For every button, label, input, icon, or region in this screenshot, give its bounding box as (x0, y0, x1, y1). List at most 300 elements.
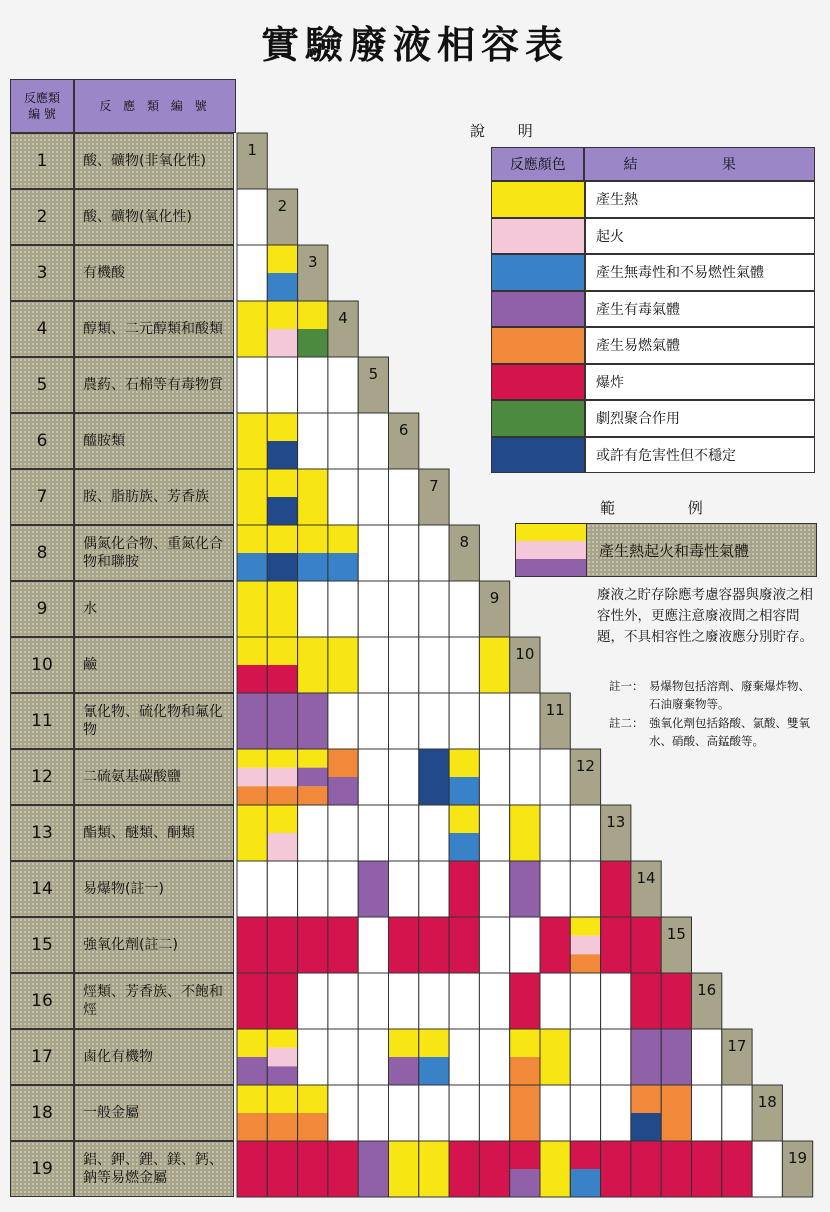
matrix-cell-band (661, 1141, 691, 1197)
matrix-cell-band (601, 917, 631, 973)
category-name: 氰化物、硫化物和氟化物 (74, 693, 234, 749)
matrix-cell-band (267, 768, 297, 787)
matrix-cell-band (298, 1141, 328, 1197)
legend-header (491, 147, 815, 181)
matrix-cell (328, 469, 358, 525)
matrix-cell (298, 581, 328, 637)
legend-item (491, 218, 815, 255)
matrix-cell (358, 1029, 388, 1085)
matrix-cell-band (449, 833, 479, 861)
matrix-cell-band (267, 1085, 297, 1113)
matrix-cell (540, 749, 570, 805)
footnote-label: 註二： (609, 716, 644, 730)
category-name: 醇類、二元醇類和酸類 (74, 301, 234, 357)
matrix-cell (328, 581, 358, 637)
matrix-cell-band (267, 413, 297, 441)
category-name: 一般金屬 (74, 1085, 234, 1141)
legend-swatch (491, 437, 585, 474)
matrix-cell-band (267, 581, 297, 637)
matrix-cell (479, 973, 509, 1029)
matrix-cell-band (267, 469, 297, 497)
footnote-label: 註一： (609, 679, 644, 693)
category-number: 10 (10, 637, 74, 693)
matrix-cell (389, 861, 419, 917)
matrix-cell-band (237, 1113, 267, 1141)
matrix-cell-band (570, 954, 600, 973)
matrix-cell-band (298, 637, 328, 693)
legend-text: 劇烈聚合作用 (585, 400, 815, 437)
matrix-cell-band (237, 469, 267, 525)
matrix-cell (328, 861, 358, 917)
category-number: 1 (10, 133, 74, 189)
matrix-cell (570, 973, 600, 1029)
matrix-cell (328, 1029, 358, 1085)
matrix-cell (570, 1029, 600, 1085)
matrix-cell (479, 693, 509, 749)
diagonal-number: 4 (338, 309, 348, 327)
matrix-cell (419, 637, 449, 693)
matrix-cell (570, 805, 600, 861)
category-name: 酸、礦物(非氧化性) (74, 133, 234, 189)
category-name: 鋁、鉀、鋰、鎂、鈣、鈉等易燃金屬 (74, 1141, 234, 1197)
matrix-cell-band (631, 1085, 661, 1113)
matrix-cell-band (449, 805, 479, 833)
matrix-cell (389, 637, 419, 693)
matrix-cell (358, 469, 388, 525)
matrix-cell-band (661, 1029, 691, 1085)
legend-table (491, 147, 815, 473)
matrix-cell-band (237, 581, 267, 637)
matrix-cell-band (298, 693, 328, 749)
matrix-cell (601, 973, 631, 1029)
legend-text: 起火 (585, 218, 815, 255)
example-text: 產生熱起火和毒性氣體 (587, 524, 816, 576)
legend-title: 說 明 (470, 122, 547, 140)
matrix-cell-band (510, 1085, 540, 1141)
matrix-cell (479, 1085, 509, 1141)
matrix-cell (419, 693, 449, 749)
matrix-cell-band (540, 917, 570, 973)
matrix-cell-band (237, 917, 267, 973)
category-name: 農葯、石棉等有毒物質 (74, 357, 234, 413)
category-name: 偶氮化合物、重氮化合物和聯胺 (74, 525, 234, 581)
diagonal-number: 6 (398, 421, 409, 439)
diagonal-number: 8 (459, 533, 470, 551)
diagonal-number: 19 (788, 1149, 808, 1167)
matrix-cell (692, 1085, 722, 1141)
category-name: 水 (74, 581, 234, 637)
matrix-cell (449, 1085, 479, 1141)
matrix-cell-band (267, 917, 297, 973)
example-swatch-band (516, 559, 586, 576)
legend-item (491, 327, 815, 364)
matrix-cell (449, 693, 479, 749)
matrix-cell (389, 749, 419, 805)
example-box (515, 523, 817, 577)
matrix-cell-band (237, 693, 267, 749)
matrix-cell-band (419, 1057, 449, 1085)
matrix-cell (358, 917, 388, 973)
legend-swatch (491, 181, 585, 218)
matrix-cell-band (267, 833, 297, 861)
category-name: 強氧化劑(註二) (74, 917, 234, 973)
matrix-cell-band (692, 1141, 722, 1197)
diagonal-number: 15 (666, 925, 686, 943)
matrix-cell (479, 917, 509, 973)
legend-text: 產生有毒氣體 (585, 291, 815, 328)
diagonal-number: 18 (757, 1093, 777, 1111)
footnote-2 (609, 714, 811, 750)
category-name: 易爆物(註一) (74, 861, 234, 917)
matrix-cell (540, 973, 570, 1029)
matrix-cell (328, 357, 358, 413)
matrix-cell-band (358, 1141, 388, 1197)
matrix-cell-band (419, 1029, 449, 1057)
legend-item (491, 291, 815, 328)
matrix-cell-band (267, 497, 297, 525)
category-number: 19 (10, 1141, 74, 1197)
matrix-cell (722, 1085, 752, 1141)
legend-item (491, 364, 815, 401)
footnote-text: 強氧化劑包括鉻酸、氯酸、雙氧水、硝酸、高錳酸等。 (649, 716, 810, 748)
legend-item (491, 181, 815, 218)
matrix-cell-band (237, 1141, 267, 1197)
legend-swatch (491, 400, 585, 437)
matrix-cell (358, 637, 388, 693)
matrix-cell-band (267, 749, 297, 768)
legend-header-result: 結 果 (584, 147, 815, 181)
matrix-cell (298, 413, 328, 469)
matrix-cell (570, 1085, 600, 1141)
matrix-cell (358, 749, 388, 805)
matrix-cell-band (267, 553, 297, 581)
matrix-cell (358, 805, 388, 861)
matrix-cell-band (328, 777, 358, 805)
matrix-cell (389, 1085, 419, 1141)
matrix-cell-band (601, 861, 631, 917)
matrix-cell-band (237, 973, 267, 1029)
matrix-cell-band (298, 786, 328, 805)
matrix-cell (267, 861, 297, 917)
matrix-cell-band (237, 768, 267, 787)
diagonal-number: 10 (515, 645, 535, 663)
category-name: 鹼 (74, 637, 234, 693)
header-code: 反應類 編 號 (10, 79, 74, 133)
matrix-cell (358, 693, 388, 749)
matrix-cell-band (298, 1113, 328, 1141)
matrix-cell (237, 861, 267, 917)
matrix-cell-band (510, 805, 540, 861)
category-name: 有機酸 (74, 245, 234, 301)
legend-swatch (491, 254, 585, 291)
category-number: 12 (10, 749, 74, 805)
matrix-cell (449, 973, 479, 1029)
matrix-cell-band (267, 245, 297, 273)
category-number: 2 (10, 189, 74, 245)
matrix-cell-band (267, 441, 297, 469)
category-name: 醯胺類 (74, 413, 234, 469)
matrix-cell-band (358, 861, 388, 917)
matrix-cell (298, 1029, 328, 1085)
matrix-cell-band (298, 917, 328, 973)
matrix-cell (358, 973, 388, 1029)
legend-header-color: 反應顏色 (491, 147, 584, 181)
matrix-cell-band (267, 637, 297, 665)
matrix-cell-band (510, 1029, 540, 1057)
matrix-cell-band (479, 637, 509, 693)
matrix-cell-band (449, 749, 479, 777)
matrix-cell-band (237, 1085, 267, 1113)
matrix-cell (328, 413, 358, 469)
matrix-cell-band (510, 861, 540, 917)
diagonal-number: 16 (697, 981, 717, 999)
matrix-cell (419, 1085, 449, 1141)
matrix-cell-band (237, 786, 267, 805)
matrix-cell-band (237, 749, 267, 768)
category-number: 9 (10, 581, 74, 637)
matrix-cell-band (510, 1057, 540, 1085)
matrix-cell (510, 917, 540, 973)
matrix-cell (752, 1141, 782, 1197)
matrix-cell (389, 693, 419, 749)
matrix-cell-band (631, 917, 661, 973)
matrix-cell-band (298, 1085, 328, 1113)
matrix-cell-band (722, 1141, 752, 1197)
matrix-cell-band (601, 1141, 631, 1197)
matrix-cell (389, 469, 419, 525)
diagonal-number: 9 (489, 589, 500, 607)
category-number: 11 (10, 693, 74, 749)
matrix-cell (328, 693, 358, 749)
matrix-cell (419, 525, 449, 581)
matrix-cell-band (267, 805, 297, 833)
matrix-cell-band (267, 693, 297, 749)
matrix-cell-band (510, 973, 540, 1029)
matrix-cell-band (267, 665, 297, 693)
matrix-cell-band (237, 805, 267, 861)
category-number: 18 (10, 1085, 74, 1141)
matrix-cell (601, 1085, 631, 1141)
header-name: 反 應 類 編 號 (74, 79, 236, 133)
matrix-cell-band (328, 525, 358, 553)
category-name: 鹵化有機物 (74, 1029, 234, 1085)
matrix-cell-band (328, 553, 358, 581)
matrix-cell-band (328, 749, 358, 777)
matrix-cell-band (267, 1048, 297, 1067)
diagonal-number: 13 (606, 813, 626, 831)
matrix-cell-band (267, 1141, 297, 1197)
matrix-cell-band (267, 525, 297, 553)
matrix-cell (449, 637, 479, 693)
matrix-cell-band (298, 553, 328, 581)
diagonal-number: 5 (368, 365, 379, 383)
diagonal-number: 12 (575, 757, 595, 775)
matrix-cell-band (510, 1141, 540, 1169)
matrix-cell (328, 973, 358, 1029)
matrix-cell-band (298, 301, 328, 329)
legend-swatch (491, 218, 585, 255)
matrix-cell-band (237, 525, 267, 553)
matrix-cell-band (570, 1169, 600, 1197)
matrix-cell (298, 861, 328, 917)
matrix-cell (298, 973, 328, 1029)
matrix-cell (237, 189, 267, 245)
matrix-cell-band (419, 917, 449, 973)
matrix-cell-band (298, 329, 328, 357)
matrix-cell (358, 413, 388, 469)
matrix-cell (540, 861, 570, 917)
diagonal-number: 1 (247, 141, 257, 159)
matrix-cell (540, 805, 570, 861)
legend-item (491, 437, 815, 474)
matrix-cell-band (267, 273, 297, 301)
diagonal-number: 2 (277, 197, 288, 215)
matrix-cell-band (328, 637, 358, 693)
legend-swatch (491, 364, 585, 401)
matrix-cell (389, 525, 419, 581)
category-number: 5 (10, 357, 74, 413)
matrix-cell-band (237, 1029, 267, 1057)
matrix-cell-band (267, 1066, 297, 1085)
legend-swatch (491, 291, 585, 328)
matrix-cell (419, 861, 449, 917)
legend-text: 產生熱 (585, 181, 815, 218)
matrix-cell-band (419, 1141, 449, 1197)
matrix-cell (449, 1029, 479, 1085)
category-number: 3 (10, 245, 74, 301)
category-number: 8 (10, 525, 74, 581)
matrix-cell (358, 1085, 388, 1141)
footnote-text: 易爆物包括溶劑、廢棄爆炸物、石油廢棄物等。 (649, 679, 810, 711)
matrix-cell (389, 805, 419, 861)
matrix-cell-band (328, 1141, 358, 1197)
matrix-cell-band (389, 1141, 419, 1197)
matrix-cell-band (237, 637, 267, 665)
matrix-cell-band (328, 917, 358, 973)
matrix-cell-band (389, 1057, 419, 1085)
matrix-cell-band (631, 973, 661, 1029)
matrix-cell-band (449, 777, 479, 805)
matrix-cell-band (449, 861, 479, 917)
matrix-cell (237, 357, 267, 413)
matrix-cell (479, 1029, 509, 1085)
matrix-cell (358, 525, 388, 581)
category-name: 烴類、芳香族、不飽和烴 (74, 973, 234, 1029)
example-swatch-band (516, 524, 586, 541)
matrix-cell-band (661, 1085, 691, 1141)
matrix-cell-band (479, 1141, 509, 1197)
matrix-cell-band (510, 1169, 540, 1197)
matrix-cell-band (631, 1029, 661, 1085)
matrix-cell (237, 245, 267, 301)
category-name: 胺、脂肪族、芳香族 (74, 469, 234, 525)
matrix-cell-band (237, 553, 267, 581)
category-number: 4 (10, 301, 74, 357)
matrix-cell (479, 805, 509, 861)
example-swatch (516, 524, 587, 576)
matrix-cell-band (570, 936, 600, 955)
matrix-cell-band (267, 1113, 297, 1141)
matrix-cell (449, 581, 479, 637)
category-number: 14 (10, 861, 74, 917)
matrix-cell-band (298, 768, 328, 787)
diagonal-number: 3 (307, 253, 318, 271)
matrix-cell-band (449, 917, 479, 973)
matrix-cell-band (267, 329, 297, 357)
matrix-cell (358, 581, 388, 637)
example-title: 範 例 (600, 499, 737, 517)
matrix-cell-band (237, 1057, 267, 1085)
category-number: 13 (10, 805, 74, 861)
matrix-cell-band (570, 1141, 600, 1169)
matrix-cell-band (570, 917, 600, 936)
category-number: 16 (10, 973, 74, 1029)
matrix-cell-band (267, 786, 297, 805)
matrix-cell (328, 1085, 358, 1141)
matrix-cell (419, 581, 449, 637)
page-title: 實驗廢液相容表 (260, 22, 569, 67)
matrix-cell (510, 749, 540, 805)
matrix-cell-band (631, 1113, 661, 1141)
matrix-cell (419, 973, 449, 1029)
matrix-cell (419, 805, 449, 861)
footnote-1 (609, 677, 811, 713)
legend-item (491, 254, 815, 291)
matrix-cell-band (298, 749, 328, 768)
matrix-cell (328, 805, 358, 861)
matrix-cell-band (449, 1141, 479, 1197)
matrix-cell (479, 861, 509, 917)
matrix-cell (389, 581, 419, 637)
diagonal-number: 17 (727, 1037, 747, 1055)
legend-text: 爆炸 (585, 364, 815, 401)
matrix-cell-band (267, 1029, 297, 1048)
matrix-cell (510, 693, 540, 749)
legend-text: 或許有危害性但不穩定 (585, 437, 815, 474)
matrix-cell (601, 1029, 631, 1085)
category-number: 15 (10, 917, 74, 973)
matrix-cell-band (298, 469, 328, 525)
matrix-cell-band (540, 1141, 570, 1197)
matrix-cell-band (298, 525, 328, 553)
matrix-cell (540, 1085, 570, 1141)
matrix-cell (692, 1029, 722, 1085)
matrix-cell-band (237, 665, 267, 693)
legend-item (491, 400, 815, 437)
matrix-cell-band (267, 973, 297, 1029)
matrix-cell-band (419, 749, 449, 805)
matrix-cell-band (389, 917, 419, 973)
diagonal-number: 14 (636, 869, 656, 887)
matrix-cell-band (267, 301, 297, 329)
category-number: 6 (10, 413, 74, 469)
matrix-cell-band (661, 973, 691, 1029)
category-name: 酯類、醚類、酮類 (74, 805, 234, 861)
storage-note: 廢液之貯存除應考慮容器與廢液之相容性外，更應注意廢液間之相容問題，不具相容性之廢液應分別貯存。 (597, 587, 813, 645)
category-number: 7 (10, 469, 74, 525)
matrix-cell-band (389, 1029, 419, 1057)
matrix-cell-band (237, 413, 267, 469)
matrix-cell-band (237, 301, 267, 357)
matrix-cell-band (540, 1029, 570, 1085)
category-number: 17 (10, 1029, 74, 1085)
diagonal-number: 7 (429, 477, 439, 495)
matrix-cell (298, 357, 328, 413)
diagonal-number: 11 (545, 701, 565, 719)
example-swatch-band (516, 541, 586, 558)
matrix-cell (389, 973, 419, 1029)
matrix-cell (267, 357, 297, 413)
